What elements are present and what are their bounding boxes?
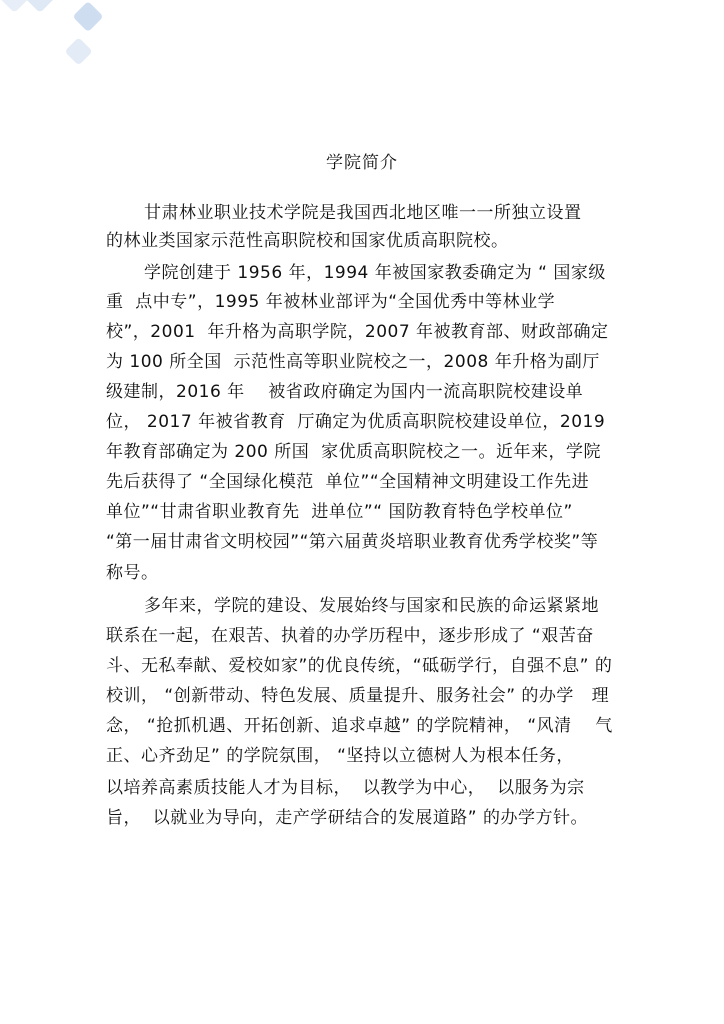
text-line: 位， 2017 年被省教育 厅确定为优质高职院校建设单位，2019 <box>106 412 606 432</box>
text-line: 的林业类国家示范性高职院校和国家优质高职院校。 <box>106 231 509 251</box>
text-line: 校训， “创新带动、特色发展、质量提升、服务社会” 的办学 理 <box>106 686 610 706</box>
text-line: 级建制，2016 年 被省政府确定为国内一流高职院校建设单 <box>106 382 584 402</box>
text-line: 单位”“甘肃省职业教育先 进单位”“ 国防教育特色学校单位” <box>106 502 573 522</box>
text-line: 多年来，学院的建设、发展始终与国家和民族的命运紧紧地 <box>144 596 599 616</box>
text-line: 正、心齐劲足” 的学院氛围， “坚持以立德树人为根本任务， <box>106 746 574 766</box>
text-line: 旨， 以就业为导向，走产学研结合的发展道路” 的办学方针。 <box>106 808 589 828</box>
text-line: 学院创建于 1956 年，1994 年被国家教委确定为 “ 国家级 <box>144 263 606 283</box>
text-line: 联系在一起，在艰苦、执着的办学历程中，逐步形成了 “艰苦奋 <box>106 626 594 646</box>
text-line: 先后获得了 “全国绿化模范 单位”“全国精神文明建设工作先进 <box>106 472 590 492</box>
text-line: “第一届甘肃省文明校园”“第六届黄炎培职业教育优秀学校奖”等 <box>106 532 599 552</box>
text-line: 以培养高素质技能人才为目标， 以教学为中心， 以服务为宗 <box>106 778 585 798</box>
text-line: 称号。 <box>106 563 159 583</box>
text-line: 甘肃林业职业技术学院是我国西北地区唯一一所独立设置 <box>144 203 582 223</box>
text-line: 斗、无私奉献、爱校如家”的优良传统，“砥砺学行，自强不息” 的 <box>106 656 613 676</box>
text-line: 为 100 所全国 示范性高等职业院校之一，2008 年升格为副厅 <box>106 352 600 372</box>
text-line: 校”，2001 年升格为高职学院，2007 年被教育部、财政部确定 <box>106 322 609 342</box>
corner-decoration-icon <box>0 0 120 80</box>
text-line: 年教育部确定为 200 所国 家优质高职院校之一。近年来，学院 <box>106 442 602 462</box>
text-line: 念， “抢抓机遇、开拓创新、追求卓越” 的学院精神， “风清 气 <box>106 716 613 736</box>
text-line: 重 点中专”，1995 年被林业部评为“全国优秀中等林业学 <box>106 292 556 312</box>
page-title: 学院简介 <box>326 153 398 173</box>
